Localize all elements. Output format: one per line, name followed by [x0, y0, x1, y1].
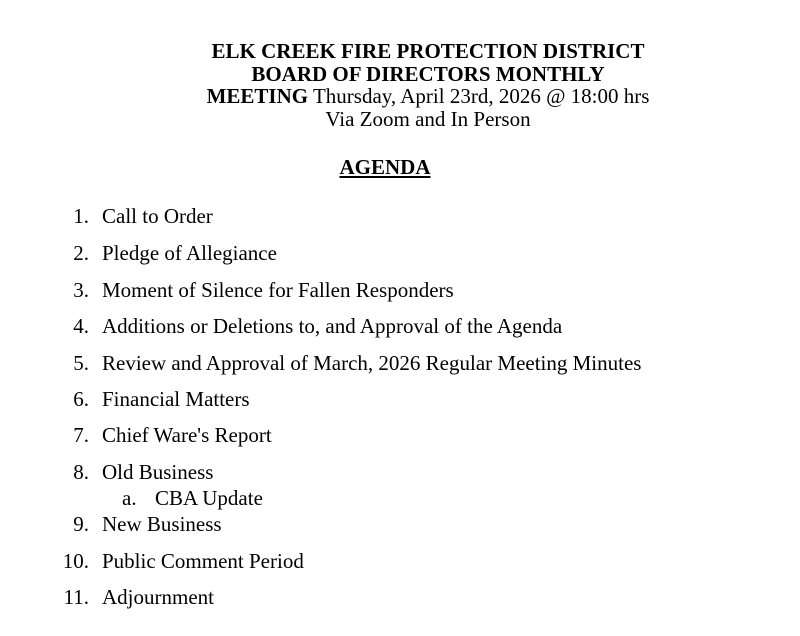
agenda-item-number: 1. [73, 204, 89, 228]
agenda-item-number: 3. [73, 278, 89, 302]
meeting-date: Thursday, April 23rd, 2026 @ 18:00 hrs [308, 84, 650, 108]
district-name: ELK CREEK FIRE PROTECTION DISTRICT [211, 39, 645, 63]
meeting-location: Via Zoom and In Person [325, 106, 531, 131]
agenda-item-number: 7. [73, 423, 89, 447]
agenda-item-number: 2. [73, 241, 89, 265]
agenda-item-label: Additions or Deletions to, and Approval of the Agenda [102, 314, 563, 338]
agenda-item-number: 11. [63, 585, 89, 609]
agenda-item-label: Financial Matters [102, 387, 250, 411]
agenda-item-label: Adjournment [102, 585, 214, 609]
agenda-item-number: 9. [73, 512, 89, 536]
meeting-datetime [0, 85, 800, 108]
agenda-item-number: 6. [73, 387, 89, 411]
agenda-item-label: Old Business [102, 460, 214, 484]
agenda-item-number: 8. [73, 460, 89, 484]
agenda-item-label: Moment of Silence for Fallen Responders [102, 278, 454, 302]
agenda-item-number: 10. [62, 549, 89, 573]
agenda-item-label: New Business [102, 512, 222, 536]
agenda-item-label: Pledge of Allegiance [102, 241, 277, 265]
agenda-item-label: Call to Order [102, 204, 213, 228]
agenda-item-number: 5. [73, 351, 89, 375]
agenda-subitem-letter: a. [122, 486, 137, 510]
agenda-title: AGENDA [339, 155, 431, 179]
agenda-item-label: Public Comment Period [102, 549, 304, 573]
agenda-item-label: Chief Ware's Report [102, 423, 272, 447]
agenda-item-label: Review and Approval of March, 2026 Regular Meeting Minutes [102, 351, 642, 375]
agenda-item-number: 4. [73, 314, 89, 338]
meeting-label: MEETING [206, 84, 309, 108]
meeting-header [0, 40, 800, 130]
board-title: BOARD OF DIRECTORS MONTHLY [251, 61, 605, 86]
agenda-subitem-label: CBA Update [155, 486, 263, 510]
